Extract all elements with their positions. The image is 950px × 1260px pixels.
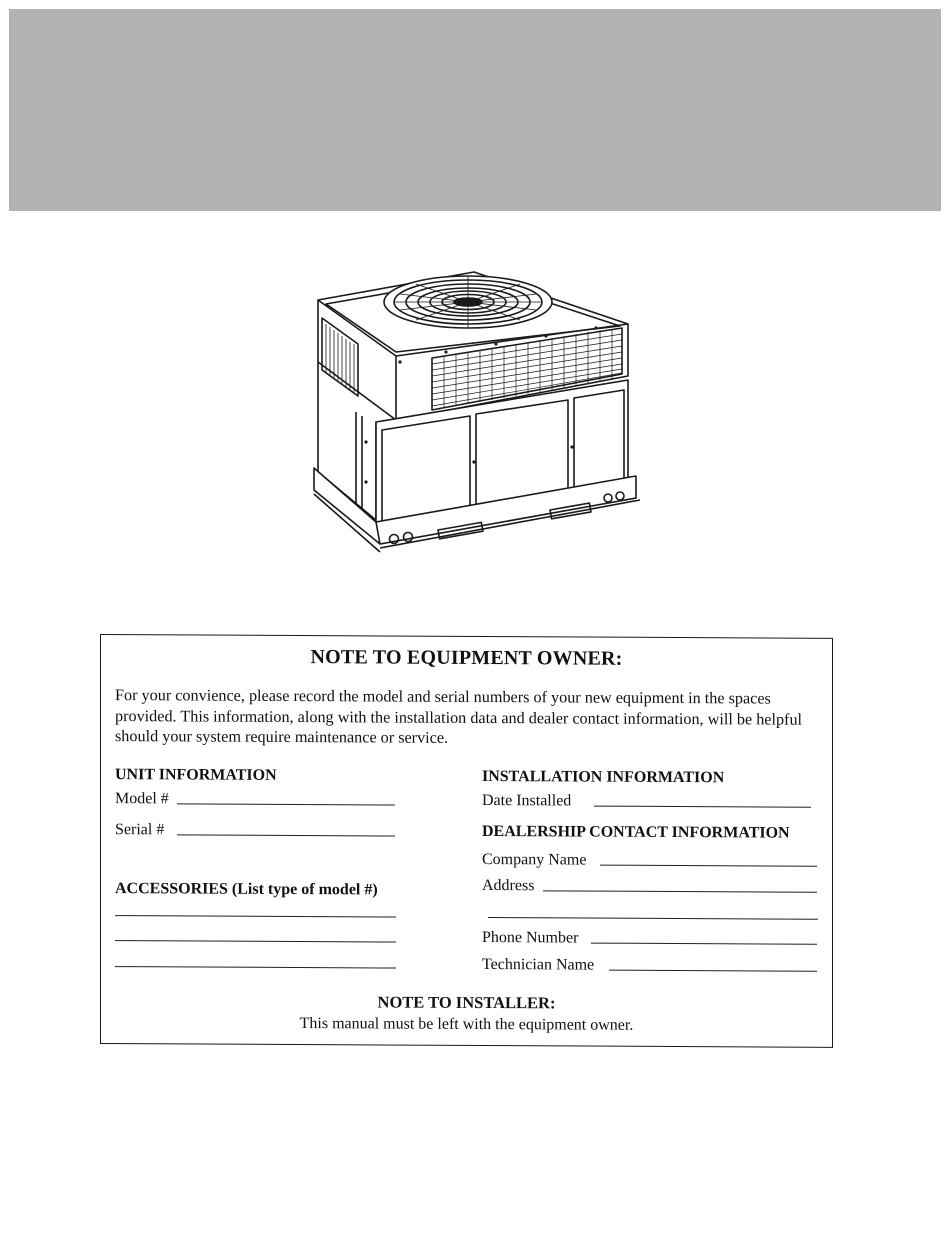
accessory-line-2[interactable] [115, 940, 396, 942]
serial-field[interactable] [177, 834, 395, 836]
phone-number-field[interactable] [591, 943, 817, 945]
owner-note-box [100, 634, 833, 1048]
dealership-contact-heading: DEALERSHIP CONTACT INFORMATION [482, 823, 790, 842]
address-label: Address [482, 877, 535, 895]
model-field[interactable] [177, 803, 395, 805]
owner-note-body: For your convience, please record the model and serial numbers of your new equipment in the spaces provided. This information, along with the installation data and dealer contact information, will be helpful should your system require maintenance or service. [115, 686, 803, 747]
accessory-line-3[interactable] [115, 966, 396, 968]
installer-note-text: This manual must be left with the equipment owner. [299, 1015, 634, 1034]
date-installed-label: Date Installed [482, 792, 572, 810]
technician-name-label: Technician Name [482, 956, 595, 974]
serial-label: Serial # [115, 821, 165, 839]
technician-name-field[interactable] [609, 970, 817, 972]
cover-header-band [9, 9, 941, 211]
accessories-heading: ACCESSORIES (List type of model #) [115, 880, 378, 899]
installation-information-heading: INSTALLATION INFORMATION [482, 768, 725, 787]
address-field[interactable] [543, 890, 817, 892]
unit-information-heading: UNIT INFORMATION [115, 766, 277, 784]
company-name-field[interactable] [600, 865, 817, 867]
packaged-hvac-unit-icon [296, 262, 656, 592]
accessory-line-1[interactable] [115, 915, 396, 917]
model-label: Model # [115, 790, 169, 808]
address-field-line-2[interactable] [488, 917, 818, 920]
company-name-label: Company Name [482, 851, 587, 869]
owner-note-title: NOTE TO EQUIPMENT OWNER: [310, 646, 623, 670]
date-installed-field[interactable] [594, 806, 811, 808]
phone-number-label: Phone Number [482, 929, 579, 947]
installer-note-title: NOTE TO INSTALLER: [377, 992, 556, 1013]
